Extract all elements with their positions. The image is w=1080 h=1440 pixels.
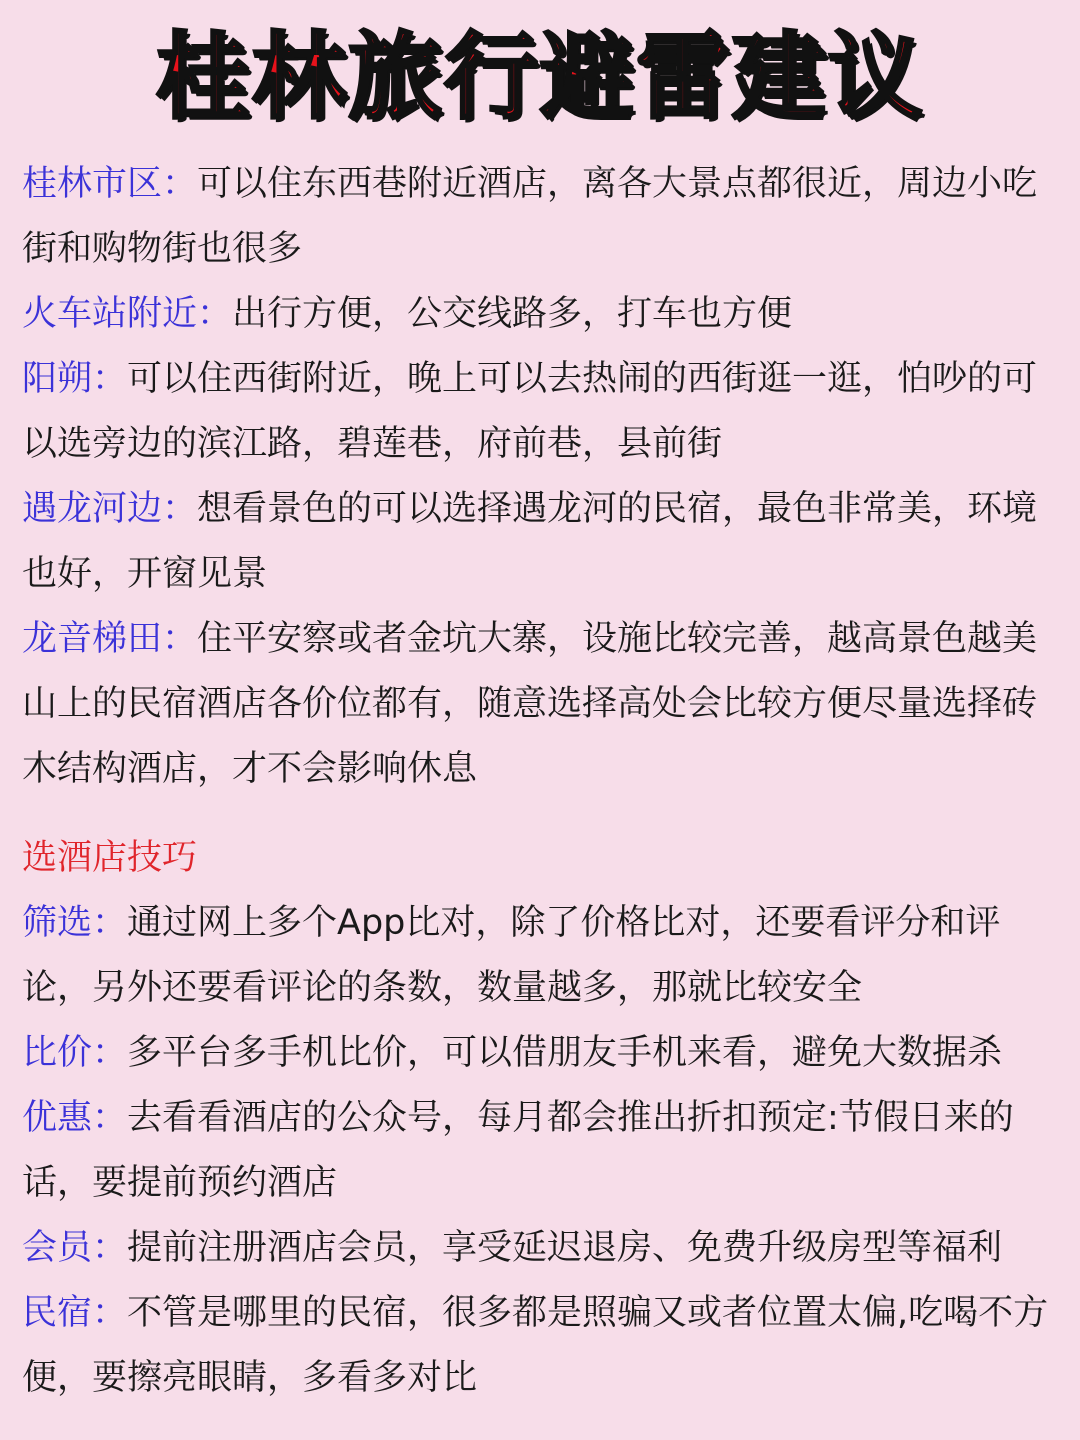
area-text: 可以住东西巷附近酒店，离各大景点都很近，周边小吃街和购物街也很多 [22,164,1038,269]
area-label: 龙音梯田： [22,619,198,659]
content [22,152,1062,1411]
area-text: 住平安察或者金坑大寨，设施比较完善，越高景色越美山上的民宿酒店各价位都有，随意选择高处会比较方便尽量选择砖木结构酒店，才不会影响休息 [22,619,1038,789]
area-label: 桂林市区： [22,164,198,204]
page-title: 桂林旅行避雷建议 [155,23,924,132]
area-text: 想看景色的可以选择遇龙河的民宿，最色非常美，环境也好，开窗见景 [22,489,1038,594]
tip-label: 会员： [22,1228,128,1268]
tip-item-homestay [22,1281,1062,1411]
area-label: 阳朔： [22,359,128,399]
tip-text: 不管是哪里的民宿，很多都是照骗又或者位置太偏,吃喝不方便，要擦亮眼睛，多看多对比 [22,1293,1049,1398]
area-label: 火车站附近： [22,294,233,334]
area-text: 出行方便，公交线路多，打车也方便 [232,294,793,334]
area-item-yangshuo [22,347,1062,477]
tip-label: 民宿： [22,1293,128,1333]
tip-item-member [22,1216,1062,1281]
tip-item-discount [22,1086,1062,1216]
tip-item-filter [22,891,1062,1021]
tip-text: 多平台多手机比价，可以借朋友手机来看，避免大数据杀 [127,1033,1003,1073]
tip-item-compare [22,1021,1062,1086]
tip-label: 优惠： [22,1098,128,1138]
area-text: 可以住西街附近，晚上可以去热闹的西街逛一逛，怕吵的可以选旁边的滨江路，碧莲巷，府前巷，县前街 [22,359,1038,464]
tips-section-title: 选酒店技巧 [22,838,198,878]
tip-label: 筛选： [22,903,128,943]
tip-label: 比价： [22,1033,128,1073]
tip-text: 提前注册酒店会员，享受延迟退房、免费升级房型等福利 [127,1228,1003,1268]
area-label: 遇龙河边： [22,489,198,529]
tip-text: 去看看酒店的公众号，每月都会推出折扣预定:节假日来的话，要提前预约酒店 [22,1098,1014,1203]
area-item-yulong [22,477,1062,607]
area-item-city [22,152,1062,282]
tip-text: 通过网上多个App比对，除了价格比对，还要看评分和评论，另外还要看评论的条数，数量越多，那就比较安全 [22,903,1001,1008]
area-item-station [22,282,1062,347]
area-item-terraces [22,607,1062,802]
